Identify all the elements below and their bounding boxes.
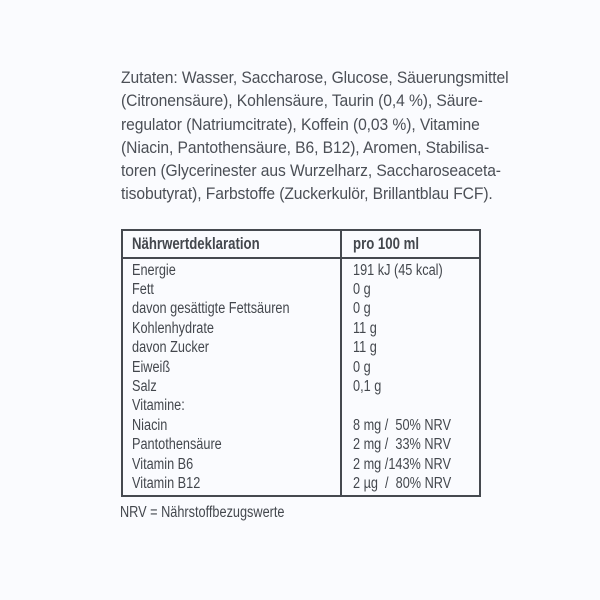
nutrient-value: 11 g — [353, 339, 377, 357]
table-row — [123, 339, 479, 358]
table-row — [123, 377, 479, 396]
table-header-row — [123, 231, 479, 259]
table-row — [123, 358, 479, 377]
nutrient-value: 0 g — [353, 358, 371, 376]
nutrient-label: davon gesättigte Fettsäuren — [132, 300, 290, 318]
nutrient-value: 2 mg /143% NRV — [353, 455, 451, 473]
ingredients-line: Zutaten: Wasser, Saccharose, Glucose, Säuerungsmittel — [121, 68, 509, 87]
table-row — [123, 455, 479, 474]
nutrient-label: Kohlenhydrate — [132, 319, 214, 337]
nutrient-value: 2 mg / 33% NRV — [353, 436, 451, 454]
table-header-declaration: Nährwertdeklaration — [132, 234, 260, 253]
table-row — [123, 261, 479, 280]
nutrient-label: Vitamin B6 — [132, 455, 194, 473]
nutrient-value: 0 g — [353, 300, 371, 318]
table-row — [123, 280, 479, 299]
table-column-divider — [340, 231, 342, 495]
nutrient-value: 191 kJ (45 kcal) — [353, 261, 443, 279]
nutrient-value: 0,1 g — [353, 378, 382, 396]
ingredients-line: toren (Glycerinester aus Wurzelharz, Saccharoseaceta- — [121, 161, 501, 181]
nrv-footnote-text: NRV = Nährstoffbezugswerte — [120, 504, 285, 521]
nutrient-label: Fett — [132, 281, 154, 299]
table-header-per-100ml: pro 100 ml — [353, 234, 420, 253]
table-row — [123, 319, 479, 338]
nutrient-value: 8 mg / 50% NRV — [353, 416, 451, 434]
nutrition-table — [121, 229, 481, 497]
nutrient-value: 11 g — [353, 319, 377, 337]
nrv-footnote — [120, 504, 321, 522]
table-row — [123, 416, 479, 435]
table-row — [123, 474, 479, 493]
nutrient-label: Pantothensäure — [132, 436, 222, 454]
nutrient-label: Energie — [132, 261, 176, 279]
nutrient-value: 0 g — [353, 281, 371, 299]
nutrient-label: Eiweiß — [132, 358, 171, 376]
ingredients-line: regulator (Natriumcitrate), Koffein (0,03 %), Vitamine — [121, 114, 480, 134]
nutrient-label: Niacin — [132, 416, 168, 434]
ingredients-line: (Citronensäure), Kohlensäure, Taurin (0,4 %), Säure- — [121, 91, 483, 111]
ingredients-line: tisobutyrat), Farbstoffe (Zuckerkulör, Brillantblau FCF). — [121, 184, 493, 204]
nutrient-value: 2 µg / 80% NRV — [353, 474, 452, 492]
ingredients-paragraph — [121, 66, 541, 206]
table-row — [123, 397, 479, 416]
table-body — [123, 259, 479, 494]
nutrient-label: Salz — [132, 378, 157, 396]
ingredients-line: (Niacin, Pantothensäure, B6, B12), Aromen, Stabilisa- — [121, 137, 490, 157]
nutrient-label: Vitamin B12 — [132, 474, 201, 492]
table-row — [123, 300, 479, 319]
table-row — [123, 436, 479, 455]
nutrient-label: Vitamine: — [132, 397, 185, 415]
nutrient-label: davon Zucker — [132, 339, 210, 357]
